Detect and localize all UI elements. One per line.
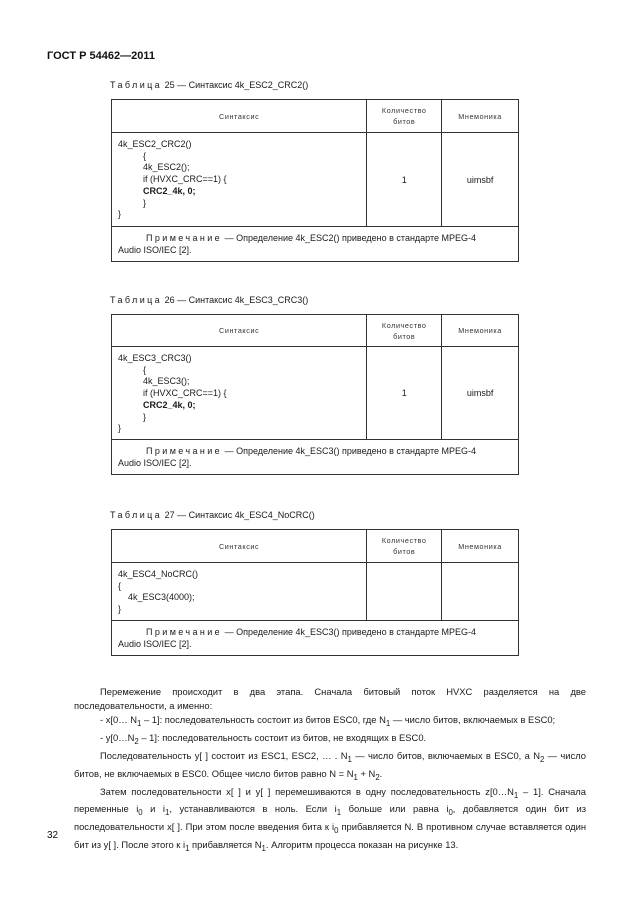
header-bits: Количество битов: [367, 315, 442, 347]
note-word: Примечание: [146, 233, 223, 243]
document-header: ГОСТ Р 54462—2011: [47, 50, 155, 62]
code-line: {: [118, 580, 122, 591]
caption-text: 26 — Синтаксис 4k_ESC3_CRC3(): [162, 295, 309, 305]
header-mnemonic: Мнемоника: [442, 315, 519, 347]
note-word: Примечание: [146, 626, 223, 637]
table-27-caption: [110, 510, 315, 520]
bits-value: 1: [367, 133, 442, 227]
note-word: Примечание: [146, 446, 223, 456]
bits-value-empty: [367, 563, 442, 621]
syntax-cell: [112, 563, 367, 621]
note-text: Audio ISO/IEC [2].: [118, 638, 192, 649]
code-line: 4k_ESC2();: [143, 162, 190, 173]
mnemonic-value: uimsbf: [442, 347, 519, 440]
code-line: }: [143, 197, 147, 208]
note-text: — Определение 4k_ESC3() приведено в стандарте MPEG-4: [222, 626, 477, 637]
syntax-cell: [112, 347, 367, 440]
mnemonic-value-empty: [442, 563, 519, 621]
caption-word: Таблица: [110, 295, 163, 305]
table-26: [111, 314, 519, 475]
caption-word: Таблица: [110, 80, 163, 90]
caption-text: 27 — Синтаксис 4k_ESC4_NoCRC(): [162, 510, 315, 520]
code-line: if (HVXC_CRC==1) {: [143, 174, 227, 185]
table-note: [112, 440, 519, 475]
code-line: 4k_ESC3(4000);: [128, 592, 195, 603]
table-note: [112, 227, 519, 262]
header-bits: Количество битов: [367, 100, 442, 133]
code-line: CRC2_4k, 0;: [143, 185, 196, 196]
paragraph: - $y[0\dots N_2 - 1]$: последовательность состоит из битов, не входящих в ESC0.: [100, 731, 427, 746]
note-text: Audio ISO/IEC [2].: [118, 458, 192, 468]
header-mnemonic: Мнемоника: [442, 530, 519, 563]
header-syntax: Синтаксис: [112, 315, 367, 347]
table-note: [112, 620, 519, 655]
code-line: 4k_ESC3_CRC3(): [118, 353, 192, 363]
table-27: [111, 529, 519, 656]
table-25-caption: [110, 80, 308, 90]
note-text: — Определение 4k_ESC2() приведено в стандарте MPEG-4: [222, 233, 477, 243]
table-25: [111, 99, 519, 262]
note-text: Audio ISO/IEC [2].: [118, 245, 192, 255]
code-line: }: [118, 604, 122, 615]
table-26-caption: [110, 295, 308, 305]
header-mnemonic: Мнемоника: [442, 100, 519, 133]
code-line: CRC2_4k, 0;: [143, 399, 196, 410]
code-line: }: [143, 411, 147, 422]
paragraph: - x[0… $N_1 - 1$]: последовательность состоит из битов ESC0, где $N_1$ — число битов, включаемых в ESC0;: [100, 714, 556, 728]
code-line: }: [118, 209, 122, 220]
caption-text: 25 — Синтаксис 4k_ESC2_CRC2(): [162, 80, 309, 90]
caption-word: Таблица: [110, 510, 163, 520]
code-line: 4k_ESC4_NoCRC(): [118, 569, 199, 579]
syntax-cell: [112, 133, 367, 227]
page-number: 32: [47, 830, 59, 841]
paragraph: Последовательность y[ ] состоит из ESC1, ESC2, … . $N_1$ — число битов, включаемых в ESC0, а $N_2$ — число битов, не включаемых в ESC0. Общее число битов равно $N = N_1 + N_2$.: [74, 749, 586, 782]
code-line: 4k_ESC3();: [143, 376, 190, 387]
mnemonic-value: uimsbf: [442, 133, 519, 227]
note-text: — Определение 4k_ESC3() приведено в стандарте MPEG-4: [222, 446, 477, 456]
code-line: if (HVXC_CRC==1) {: [143, 388, 227, 399]
body-text: [74, 685, 586, 856]
header-syntax: Синтаксис: [112, 100, 367, 133]
bits-value: 1: [367, 347, 442, 440]
paragraph: Затем последовательности x[ ] и y[ ] перемешиваются в одну последовательность $z[0\dots N_1 - 1]$. Сначала переменные $i_0$ и $i_1$, устанавливаются в ноль. Если $i_1$ больше или равна $i_0$, добавляется один бит из последовательности x[ ]. При этом после введения бита к $i_0$ прибавляется N. В противном случае вставляется один бит из y[ ]. После этого к $i_1$ прибавляется $N_1$. Алгоритм процесса показан на рисунке 13.: [74, 785, 587, 853]
paragraph: Перемежение происходит в два этапа. Сначала битовый поток HVXC разделяется на две последовательности, а именно:: [74, 686, 586, 711]
code-line: }: [118, 423, 122, 434]
code-line: {: [143, 150, 147, 161]
header-bits: Количество битов: [367, 530, 442, 563]
code-line: {: [143, 364, 147, 375]
header-syntax: Синтаксис: [112, 530, 367, 563]
code-line: 4k_ESC2_CRC2(): [118, 139, 192, 149]
